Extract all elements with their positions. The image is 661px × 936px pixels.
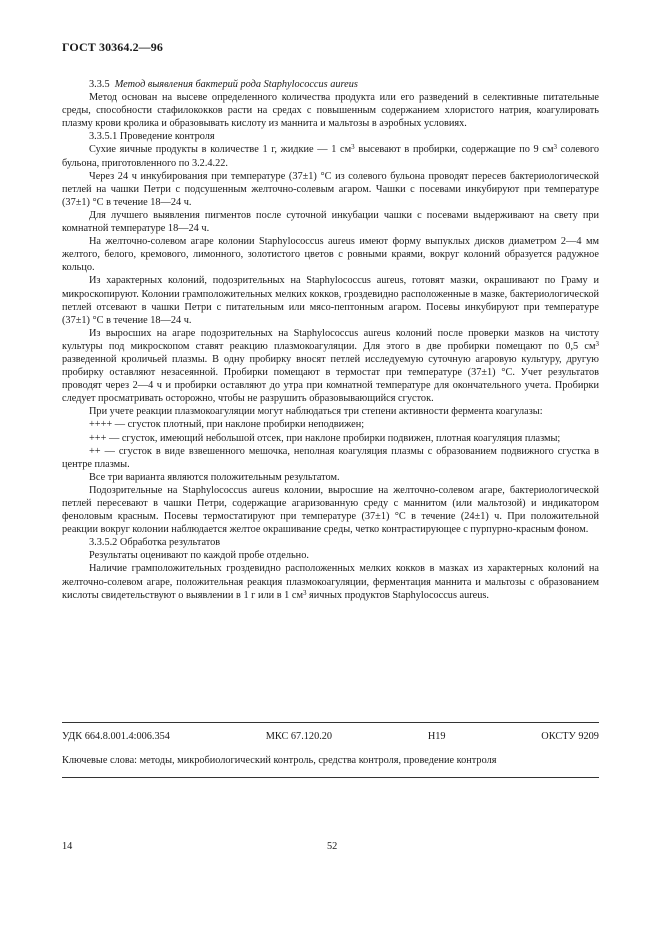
- paragraph: Метод основан на высеве определенного количества продукта или его разведений в селективные питательные среды, способности стафилококков расти на средах с повышенным содержанием хлористого натрия, коагулировать плазму крови кролика и образовывать кислоту из маннита и мальтозы в аэробных условиях.: [62, 92, 599, 130]
- page-number-left: 14: [62, 841, 73, 852]
- paragraph: Все три варианта являются положительным результатом.: [89, 471, 340, 483]
- paragraph: Сухие яичные продукты в количестве 1 г, жидкие — 1 $см^3$ высевают в пробирки, содержащие по 9 $см^3$ солевого бульона, приготовленного по 3.2.4.22.: [62, 143, 599, 169]
- section-number: 3.3.5: [89, 79, 110, 90]
- footer-bottom-rule: [62, 777, 599, 778]
- mks-code: МКС 67.120.20: [265, 731, 333, 742]
- paragraph: Для лучшего выявления пигментов после суточной инкубации чашки с посевами выдерживают на свету при комнатной температуре 18—24 ч.: [62, 209, 599, 235]
- list-item: +++ — сгусток, имеющий небольшой отсек, при наклоне пробирки подвижен, плотная коагуляция плазмы;: [89, 432, 561, 444]
- okstu-code: ОКСТУ 9209: [541, 731, 599, 742]
- paragraph: Из выросших на агаре подозрительных на Staphylococcus aureus колоний после проверки мазков на чистоту культуры под микроскопом ставят реакцию плазмокоагуляции. Для этого в две пробирки помещают по 0,5 $см^3$ разведенной кроличьей плазмы. В одну пробирку вносят петлей исследуемую суточную агаровую культуру, другую пробирку оставляют незасеянной. Пробирки помещают в термостат при температуре (37±1) °С. Учет результатов проводят через 2—4 ч и пробирки оставляют до утра при комнатной температуре для окончательного учета. Пробирки следует просматривать осторожно, чтобы не разрушить образовывающийся сгусток.: [62, 327, 599, 405]
- udk-code: УДК 664.8.001.4:006.354: [62, 731, 170, 742]
- main-content: [62, 78, 599, 602]
- paragraph: На желточно-солевом агаре колонии Staphylococcus aureus имеют форму выпуклых дисков диаметром 2—4 мм желтого, белого, кремового, лимонного, золотистого цветов с ровными краями, вокруг колоний образуется радужное кольцо.: [62, 236, 599, 274]
- h-code: Н19: [427, 731, 446, 742]
- paragraph: Результаты оценивают по каждой пробе отдельно.: [89, 550, 309, 562]
- paragraph: Через 24 ч инкубирования при температуре (37±1) °С из солевого бульона проводят пересев бактериологической петлей на чашки Петри с подсушенным желточно-солевым агаром. Чашки с посевами инкубируют при температуре (37±1) °С в течение 18—24 ч.: [62, 170, 599, 208]
- paragraph: Подозрительные на Staphylococcus aureus колонии, выросшие на желточно-солевом агаре, бактериологической петлей пересевают в чашки Петри, содержащие агаризованную среду с маннитом (или мальтозой) и индикатором феноловым красным. Посевы термостатируют при температуре (37±1) °С в течение (24±1) ч. При положительной реакции вокруг колонии наблюдается желтое окрашивание среды, четко контрастирующее с пурпурно-красным фоном.: [62, 484, 599, 536]
- subsection-heading: 3.3.5.1 Проведение контроля: [89, 131, 215, 143]
- paragraph: Наличие грамположительных гроздевидно расположенных мелких кокков в мазках из характерных колоний на желточно-солевом агаре, положительная реакция плазмокоагуляции, ферментация маннита и мальтозы с образованием кислоты свидетельствуют о выявлении в 1 г или в 1 $см^3$ яичных продуктов Staphylococcus aureus.: [62, 563, 599, 601]
- keywords: Ключевые слова: методы, микробиологический контроль, средства контроля, проведение контроля: [62, 755, 497, 766]
- section-heading: [62, 78, 599, 91]
- paragraph: При учете реакции плазмокоагуляции могут наблюдаться три степени активности фермента коагулазы:: [89, 406, 543, 418]
- footer-top-rule: [62, 722, 599, 723]
- page-number-center: 52: [327, 841, 338, 852]
- subsection-heading: 3.3.5.2 Обработка результатов: [89, 537, 221, 549]
- classification-codes: [62, 731, 599, 742]
- paragraph: Из характерных колоний, подозрительных на Staphylococcus aureus, готовят мазки, окрашивают по Граму и микроскопируют. Колонии грамположительных мелких кокков, гроздевидно расположенные в мазке, бактериологической петлей отсевают в чашки Петри с питательным или мясо-пептонным агаром. Посевы инкубируют при температуре (37±1) °С в течение 18—24 ч.: [62, 275, 599, 326]
- list-item: ++ — сгусток в виде взвешенного мешочка, неполная коагуляция плазмы с образованием подвижного сгустка в центре плазмы.: [62, 445, 599, 470]
- section-title: Метод выявления бактерий рода Staphylococcus aureus: [114, 79, 358, 90]
- list-item: ++++ — сгусток плотный, при наклоне пробирки неподвижен;: [89, 419, 365, 431]
- document-header: ГОСТ 30364.2—96: [62, 40, 163, 54]
